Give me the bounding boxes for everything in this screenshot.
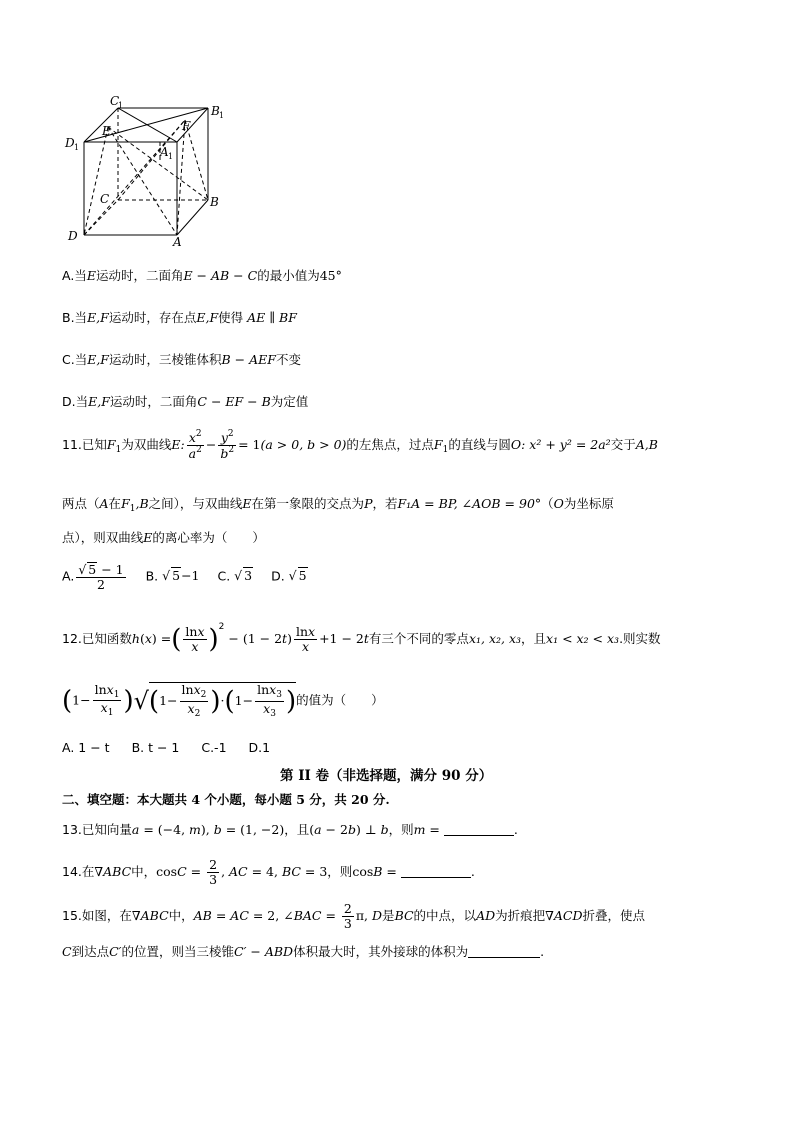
q11-ab: A,B (635, 436, 658, 452)
q12-frac1: $\frac{\ln x}{x}$ (185, 624, 205, 654)
q11-l2-d: 在第一象限的交点为 (251, 496, 365, 511)
label-a1-sub: 1 (168, 152, 174, 161)
q13-line: 13.已知向量a = (−4, m), b = (1, −2)，且(a − 2b) ⊥ b，则m = . (62, 822, 518, 837)
q11-text-d: 的直线与圆 (448, 436, 511, 452)
q12-mid: 有三个不同的零点 (368, 631, 469, 646)
label-a1: A (160, 145, 169, 159)
q15-folded: 折叠，使点 (582, 907, 645, 923)
q10-b-ef: E,F (87, 310, 109, 325)
q12-options (62, 740, 270, 755)
q10-option-d (62, 392, 308, 410)
q11-options: A. $\frac{√ 5 - 1}{2}$ B. √ 5−1 C. √ 3 D. √ 5 (62, 562, 307, 592)
label-d: D (68, 229, 78, 243)
cube-figure (60, 90, 230, 250)
q12-opt-b: B. t − 1 (131, 740, 180, 755)
q12-expr-frac2: $\frac{\ln x_2}{x_2}$ (181, 682, 207, 719)
q15-line2: C到达点C′的位置，则当三棱锥C′ − ABD体积最大时，其外接球的体积为 . (62, 944, 545, 959)
q11-l3-a: 点），则双曲线 (62, 530, 144, 545)
label-b1-sub: 1 (219, 111, 225, 120)
q14-cond: ，则 (327, 863, 353, 879)
q12-opt-c: C.-1 (201, 740, 227, 755)
q10-c-prefix: C.当 (62, 352, 88, 367)
q11-frac-x: $\frac{x^2}{a^2}$ (188, 429, 202, 461)
q11-l2-O: O (553, 496, 564, 511)
q15-end: . (540, 944, 545, 959)
q15-line1: 15.如图，在∇ABC中，AB = AC = 2, ∠BAC = $\frac{2}{3}$ π, D是BC的中点，以AD为折痕把∇ACD折叠，使点 (62, 901, 645, 931)
q10-d-prefix: D.当 (62, 394, 89, 409)
q10-c-suffix: 不变 (275, 352, 301, 367)
q15-l2-b: 的位置，则当三棱锥 (121, 944, 235, 959)
q11-f1-b: $F_1$ (433, 436, 449, 455)
q12-cond: ，且 (521, 631, 547, 646)
label-c1-sub: 1 (118, 101, 124, 110)
q11-text-c: 的左焦点，过点 (346, 436, 434, 452)
q10-a-val: 45° (319, 268, 342, 283)
q15-l2-c: 体积最大时，其外接球的体积为 (293, 944, 469, 959)
q11-opt-a-den: 2 (96, 576, 105, 592)
q11-l2-f1b: $F_1,B$ (121, 496, 149, 514)
label-b: B (210, 195, 219, 209)
q11-l3-E: E (143, 530, 153, 545)
q11-opt-a-frac: $\frac{√ 5 - 1}{2}$ (78, 562, 124, 592)
q12-head: 12.已知函数 (62, 631, 132, 646)
q10-b-expr: AE ∥ BF (247, 310, 297, 325)
label-f: F (182, 119, 191, 133)
q11-opt-b-tail: −1 (181, 568, 200, 584)
q12-order: x₁ < x₂ < x₃ (546, 631, 620, 646)
q12-tail: .则实数 (619, 631, 661, 646)
q11-opt-d-rad: 5 (298, 568, 307, 584)
q10-a-expr: E − AB − C (183, 268, 258, 283)
q15-l2-a: 到达点 (71, 944, 110, 959)
q10-a-e: E (86, 268, 96, 283)
q10-d-mid: 运动时，二面角 (109, 394, 198, 409)
label-a: A (173, 235, 182, 249)
q15-frac: $\frac{2}{3}$ (343, 901, 352, 931)
q11-l2-b: 在 (108, 496, 122, 511)
section-title: 第 II 卷（非选择题，满分 90 分） (280, 768, 493, 784)
q11-line3 (62, 528, 265, 546)
label-d1: D (65, 136, 75, 150)
q12-opt-d: D.1 (248, 740, 271, 755)
q10-b-mid: 运动时，存在点 (108, 310, 197, 325)
q10-c-expr: B − AEF (221, 352, 276, 367)
q15-mid: 中， (168, 907, 194, 923)
q11-l2-e: ，若 (372, 496, 398, 511)
q10-b-prefix: B.当 (62, 310, 88, 325)
q11-frac-y: $\frac{y^2}{b^2}$ (220, 429, 235, 461)
label-d1-sub: 1 (74, 143, 80, 152)
q10-option-c (62, 350, 301, 368)
q13-head: 13.已知向量 (62, 822, 132, 837)
q11-f1: $F_1$ (106, 436, 122, 455)
q11-opt-d: D. (271, 568, 285, 584)
q12-func: h (131, 631, 140, 646)
q10-a-prefix: A.当 (62, 268, 87, 283)
q11-l2-f: （ (541, 496, 554, 511)
q11-l3-b: 的离心率为（ ） (152, 530, 265, 545)
q11-opt-a-one: 1 (115, 562, 124, 577)
q13-end: . (513, 822, 518, 837)
q11-eqs: F₁A = BP, ∠AOB = 90° (397, 496, 542, 511)
label-e: E (102, 124, 111, 138)
q11-circle: O: x² + y² = 2a² (510, 436, 611, 452)
q11-l2-E: E (242, 496, 252, 511)
q15-d-is: 是 (382, 907, 395, 923)
q12-line2: (1− $\frac{\ln x_1}{x_1}$ )√(1− $\frac{\ln x_2}{x_2}$ )·(1− $\frac{\ln x_3}{x_3}$ )的值为（ ） (62, 681, 384, 719)
q12-value-of: 的值为（ ） (296, 692, 384, 708)
q11-l2-g: 为坐标原 (563, 496, 614, 511)
section-subtitle: 二、填空题：本大题共 4 个小题，每小题 5 分，共 20 分. (62, 792, 390, 807)
q14-end: . (470, 863, 475, 879)
q14-blank (401, 865, 471, 878)
q12-opt-a: A. 1 − t (62, 740, 110, 755)
q11-opt-b-rad: 5 (172, 568, 181, 584)
q13-blank (444, 823, 514, 836)
q15-blank (468, 945, 540, 958)
q12-zeros: x₁, x₂, x₃ (468, 631, 522, 646)
q15-head: 15.如图，在 (62, 907, 132, 923)
q11-opt-c: C. (217, 568, 231, 584)
q10-option-a (62, 266, 342, 284)
q11-text-e: 交于 (610, 436, 636, 452)
q14-mid: 中， (131, 863, 157, 879)
q11-line1: 11.已知$F_1$为双曲线E: $\frac{x^2}{a^2}$ − $\frac{y^2}{b^2}$ = 1(a > 0, b > 0)的左焦点，过点$F_1$的直线与圆O: x² + y² = 2a²交于A,B (62, 429, 658, 461)
q14-tri: ∇ABC (94, 863, 132, 879)
q11-opt-b: B. (145, 568, 159, 584)
q10-b-suffix: 使得 (218, 310, 244, 325)
q13-tail: ，则 (388, 822, 414, 837)
q10-option-b (62, 308, 297, 326)
q11-l2-P: P (364, 496, 373, 511)
q14-frac: $\frac{2}{3}$ (209, 857, 218, 887)
q11-line2 (62, 494, 614, 514)
q12-line1: 12.已知函数h(x) =( $\frac{\ln x}{x}$ )$^2$ − (1 − 2t) $\frac{\ln x}{x}$ +1 − 2t有三个不同的零点x₁, x₂, x₃，且x₁ < x₂ < x₃.则实数 (62, 622, 661, 655)
q10-a-suffix: 的最小值为 (257, 268, 320, 283)
q11-text-b: 为双曲线 (121, 436, 172, 452)
q11-opt-a: A. (62, 568, 75, 584)
q14-line: 14.在∇ABC中，cosC = $\frac{2}{3}$ , AC = 4, BC = 3，则cosB = . (62, 857, 475, 887)
q11-head: 11.已知 (62, 436, 107, 452)
q11-l2-a: 两点（ (62, 496, 100, 511)
q11-hyperbola: E: (171, 436, 185, 452)
q10-d-ef: E,F (88, 394, 110, 409)
label-b1: B (211, 104, 220, 118)
q11-cond: (a > 0, b > 0) (260, 436, 347, 452)
q14-head: 14.在 (62, 863, 95, 879)
q11-l2-A: A (99, 496, 109, 511)
q15-midpoint: 的中点，以 (413, 907, 477, 923)
q10-d-suffix: 为定值 (270, 394, 309, 409)
q11-opt-c-rad: 3 (244, 568, 253, 584)
q12-frac2: $\frac{\ln x}{x}$ (295, 624, 316, 654)
label-c1: C (110, 94, 120, 108)
q15-fold: 为折痕把 (495, 907, 546, 923)
q12-expr-frac3: $\frac{\ln x_3}{x_3}$ (257, 682, 282, 719)
label-c: C (100, 192, 110, 206)
q10-c-ef: E,F (87, 352, 109, 367)
q13-cond: ，且 (284, 822, 310, 837)
q12-expr-frac1: $\frac{\ln x_1}{x_1}$ (94, 681, 120, 719)
q10-a-mid: 运动时，二面角 (95, 268, 184, 283)
q11-l2-c: 之间），与双曲线 (148, 496, 243, 511)
q10-c-mid: 运动时，三棱锥体积 (108, 352, 222, 367)
q10-d-expr: C − EF − B (197, 394, 271, 409)
q10-b-ef2: E,F (196, 310, 219, 325)
q11-opt-a-rad: 5 (88, 562, 97, 577)
